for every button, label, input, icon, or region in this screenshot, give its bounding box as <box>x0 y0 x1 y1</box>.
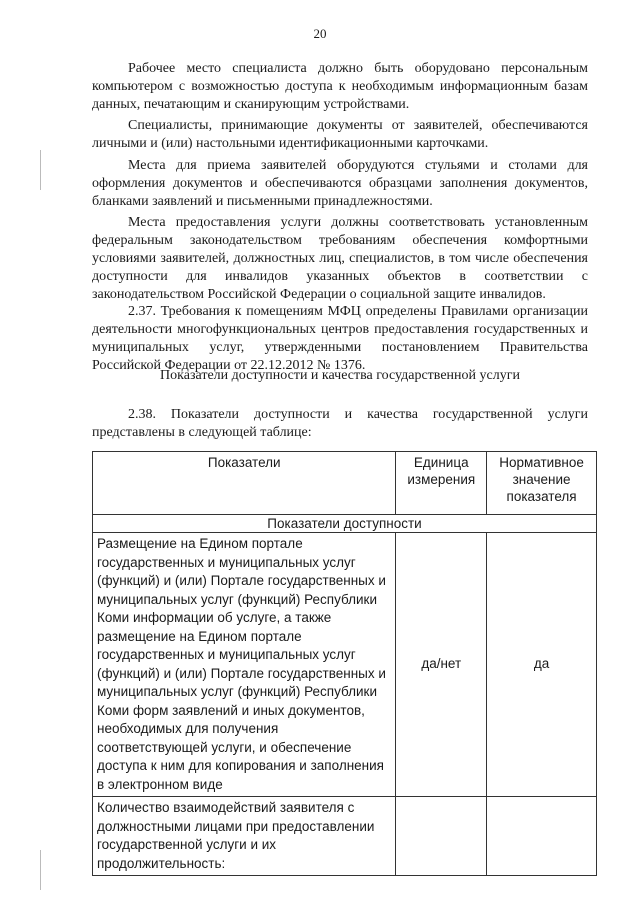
section-heading: Показатели доступности и качества государственной услуги <box>160 368 520 383</box>
paragraph-mfc-requirements: 2.37. Требования к помещениям МФЦ определены Правилами организации деятельности многофункциональных центров предоставления государственных и муниципальных услуг, утвержденными постановлением Правительства Российской Федерации от 22.12.2012 № 1376. <box>92 304 588 373</box>
margin-mark-bottom <box>40 850 41 890</box>
margin-mark-top <box>40 150 41 190</box>
cell-unit <box>396 797 487 876</box>
cell-unit: да/нет <box>396 533 487 797</box>
indicators-table <box>92 451 597 876</box>
cell-indicator: Количество взаимодействий заявителя с должностными лицами при предоставлении государственной услуги и их продолжительность: <box>93 797 396 876</box>
group-accessibility: Показатели доступности <box>93 515 597 533</box>
paragraph-specialists: Специалисты, принимающие документы от заявителей, обеспечиваются личными и (или) настольными идентификационными карточками. <box>92 118 588 152</box>
paragraph-reception-places: Места для приема заявителей оборудуются стульями и столами для оформления документов и обеспечиваются образцами заполнения документов, бланками заявлений и письменными принадлежностями. <box>92 157 588 209</box>
table-row <box>93 533 597 797</box>
header-unit: Единица измерения <box>396 452 487 515</box>
table-header-row <box>93 452 597 515</box>
cell-value: да <box>487 533 597 797</box>
paragraph-service-places: Места предоставления услуги должны соответствовать установленным федеральным законодательством требованиям обеспечения комфортными условиями заявителей, должностных лиц, специалистов, в том числе обеспечения доступности для инвалидов указанных объектов в соответствии с законодательством Российской Федерации о социальной защите инвалидов. <box>92 215 588 302</box>
table-intro: 2.38. Показатели доступности и качества государственной услуги представлены в следующей таблице: <box>92 407 588 440</box>
cell-value <box>487 797 597 876</box>
table-group-row <box>93 515 597 533</box>
cell-indicator: Размещение на Едином портале государственных и муниципальных услуг (функций) и (или) Портале государственных и муниципальных услуг (функций) Республики Коми информации об услуге, а также размещение на Едином портале государственных и муниципальных услуг (функций) и (или) Портале государственных и муниципальных услуг (функций) Республики Коми форм заявлений и иных документов, необходимых для получения соответствующей услуги, и обеспечение доступа к ним для копирования и заполнения в электронном виде <box>93 533 396 797</box>
table-row <box>93 797 597 876</box>
paragraph-workplace: Рабочее место специалиста должно быть оборудовано персональным компьютером с возможностью доступа к необходимым информационным базам данных, печатающим и сканирующим устройствами. <box>92 61 588 112</box>
header-normative-value: Нормативное значение показателя <box>487 452 597 515</box>
body-text <box>92 60 588 375</box>
page-number: 20 <box>313 26 327 41</box>
header-indicators: Показатели <box>93 452 396 515</box>
